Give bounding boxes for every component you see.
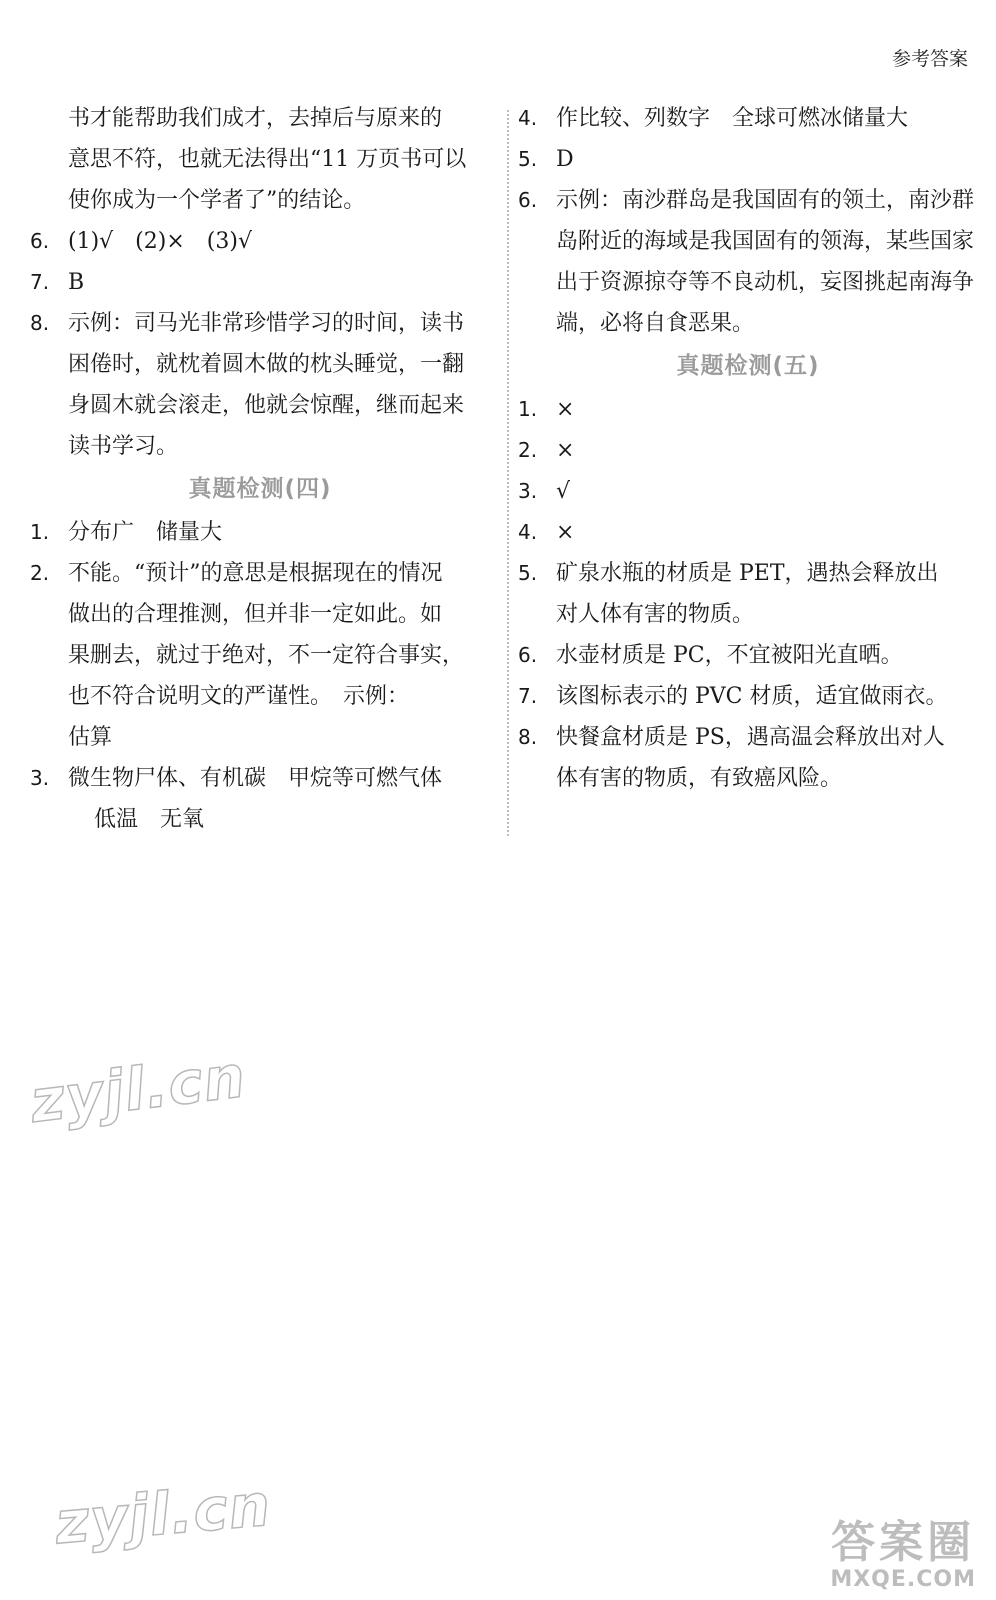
answer-item	[30, 303, 490, 467]
answer-number: 8.	[518, 725, 538, 749]
answer-number: 4.	[518, 106, 538, 130]
answer-number: 8.	[30, 311, 50, 335]
answer-number: 3.	[518, 479, 538, 503]
answer-line: 示例：司马光非常珍惜学习的时间，读书	[68, 311, 465, 336]
answer-line: 岛附近的海域是我国固有的领海，某些国家	[556, 229, 975, 254]
answer-line: 身圆木就会滚走，他就会惊醒，继而起来	[68, 393, 465, 418]
answer-item	[518, 139, 978, 180]
answer-line: 矿泉水瓶的材质是 PET，遇热会释放出	[556, 561, 939, 586]
answer-number: 4.	[518, 520, 538, 544]
answer-line: 端，必将自食恶果。	[556, 311, 755, 336]
answer-line: ×	[556, 438, 575, 463]
answer-line: 果删去，就过于绝对，不一定符合事实，	[68, 643, 465, 668]
answer-list	[518, 98, 978, 344]
answer-number: 2.	[30, 561, 50, 585]
answer-item	[518, 430, 978, 471]
answer-line: 出于资源掠夺等不良动机，妄图挑起南海争	[556, 270, 975, 295]
answer-line: ×	[556, 520, 575, 545]
section-title: 真题检测(四)	[188, 476, 332, 502]
page-header-title: 参考答案	[891, 48, 968, 70]
answer-line: D	[556, 147, 574, 172]
answer-line: 作比较、列数字 全球可燃冰储量大	[556, 106, 909, 131]
column-divider	[507, 110, 509, 836]
watermark-seal	[830, 1518, 976, 1592]
answer-number: 2.	[518, 438, 538, 462]
answer-line: 示例：南沙群岛是我国固有的领土，南沙群	[556, 188, 975, 213]
answer-item	[518, 471, 978, 512]
answer-line: 估算	[68, 725, 113, 750]
answer-line: ×	[556, 397, 575, 422]
answer-line: 也不符合说明文的严谨性。 示例：	[68, 684, 410, 709]
watermark-logo: zyjl.cn	[52, 1470, 274, 1558]
answer-list	[30, 512, 490, 799]
answer-line: 体有害的物质，有致癌风险。	[556, 766, 843, 791]
answer-line: 不能。“预计”的意思是根据现在的情况	[68, 561, 443, 586]
answer-item	[518, 512, 978, 553]
answer-line: 对人体有害的物质。	[556, 602, 755, 627]
right-column	[518, 98, 978, 799]
answer-item	[30, 553, 490, 758]
answer-list	[518, 389, 978, 799]
continuation-line: 书才能帮助我们成才，去掉后与原来的	[68, 106, 443, 131]
answer-number: 6.	[30, 229, 50, 253]
answer-line: 微生物尸体、有机碳 甲烷等可燃气体	[68, 766, 443, 791]
answer-item	[30, 221, 490, 262]
answer-number: 1.	[30, 520, 50, 544]
answer-item	[518, 553, 978, 635]
answer-line: (1)√ (2)× (3)√	[68, 229, 252, 254]
answer-line: 该图标表示的 PVC 材质，适宜做雨衣。	[556, 684, 948, 709]
answer-line: 读书学习。	[68, 434, 179, 459]
answer-number: 5.	[518, 147, 538, 171]
answer-number: 6.	[518, 188, 538, 212]
answer-item	[30, 512, 490, 553]
answer-line: B	[68, 270, 85, 295]
answer-line: 分布广 储量大	[68, 520, 223, 545]
answer-item	[518, 635, 978, 676]
answer-item	[30, 262, 490, 303]
answer-line: 做出的合理推测，但并非一定如此。如	[68, 602, 443, 627]
continuation-text	[30, 98, 490, 221]
continuation-line: 意思不符，也就无法得出“11 万页书可以	[68, 147, 467, 172]
watermark-seal-url: MXQE.COM	[830, 1567, 976, 1592]
answer-line: 水壶材质是 PC，不宜被阳光直晒。	[556, 643, 903, 668]
answer-number: 5.	[518, 561, 538, 585]
answer-line: 困倦时，就枕着圆木做的枕头睡觉，一翻	[68, 352, 465, 377]
section-title: 真题检测(五)	[676, 353, 820, 379]
watermark-logo: zyjl.cn	[26, 1042, 250, 1136]
continuation-line: 使你成为一个学者了”的结论。	[68, 188, 366, 213]
answer-item	[518, 676, 978, 717]
watermark-seal-text: 答案圈	[831, 1517, 976, 1568]
answer-line: √	[556, 479, 571, 504]
answer-item	[518, 180, 978, 344]
answer-line: 快餐盒材质是 PS，遇高温会释放出对人	[556, 725, 945, 750]
answer-item	[30, 758, 490, 799]
answer-item	[518, 389, 978, 430]
answer-number: 6.	[518, 643, 538, 667]
answer-number: 3.	[30, 766, 50, 790]
answer-line: 低温 无氧	[94, 807, 205, 832]
answer-number: 7.	[518, 684, 538, 708]
answer-item	[518, 98, 978, 139]
answer-list	[30, 221, 490, 467]
answer-item	[518, 717, 978, 799]
left-column	[30, 98, 490, 840]
answer-number: 7.	[30, 270, 50, 294]
answer-number: 1.	[518, 397, 538, 421]
